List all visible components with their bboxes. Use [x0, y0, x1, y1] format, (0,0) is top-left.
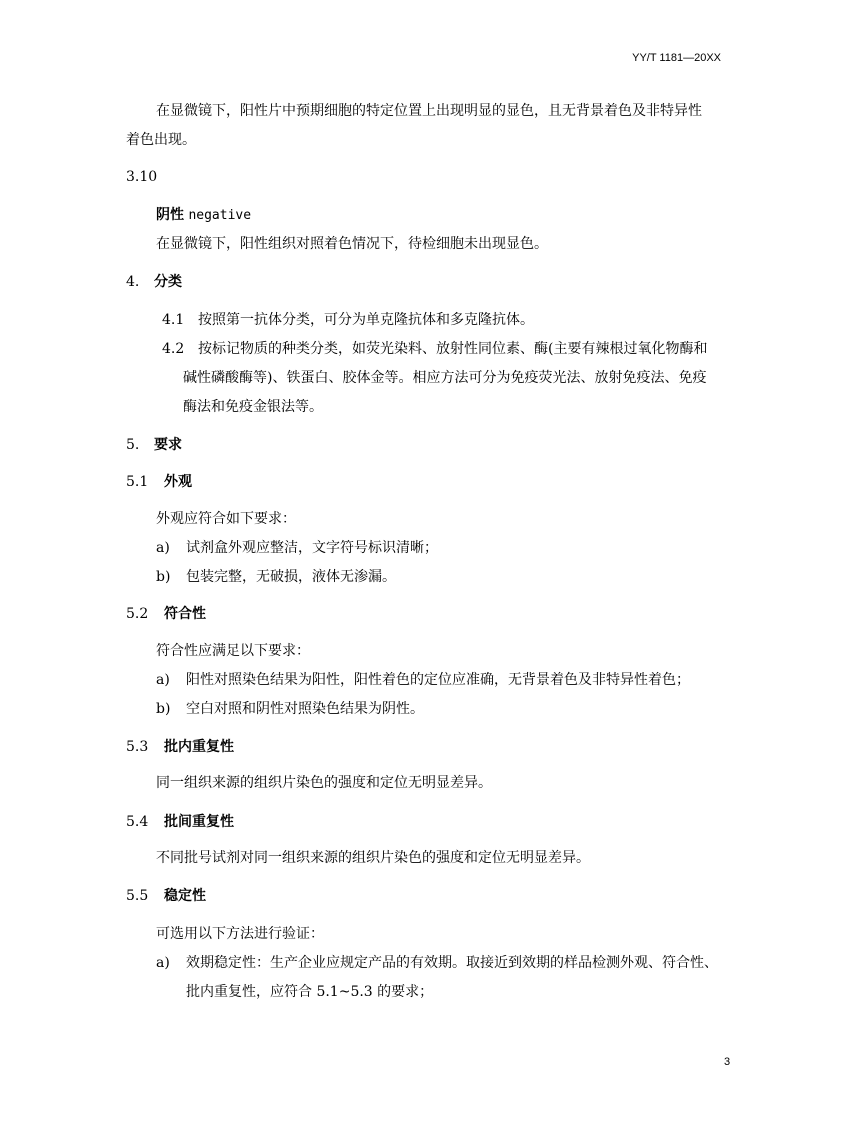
clause-3-10-definition: 在显微镜下，阳性组织对照着色情况下，待检细胞未出现显色。: [156, 236, 548, 252]
clause-4-2-line-3: 酶法和免疫金银法等。: [183, 399, 323, 415]
section-4-number: 4.: [126, 274, 140, 290]
intro-line-2: 着色出现。: [126, 132, 196, 148]
section-5-2-item-b: [156, 699, 424, 719]
section-5-title: 要求: [154, 437, 182, 453]
item-b-text: 包装完整，无破损，液体无渗漏。: [186, 569, 396, 585]
section-5-3-heading: [126, 737, 234, 757]
clause-4-2: [162, 339, 707, 359]
section-5-heading: [126, 435, 182, 455]
clause-4-1-number: 4.1: [162, 312, 185, 328]
section-5-number: 5.: [126, 437, 140, 453]
clause-3-10-term: [156, 205, 251, 226]
section-5-1-title: 外观: [164, 474, 192, 490]
section-5-2-heading: [126, 604, 206, 624]
page-number: 3: [724, 1056, 731, 1068]
intro-line-1: 在显微镜下，阳性片中预期细胞的特定位置上出现明显的显色，且无背景着色及非特异性: [156, 103, 702, 119]
section-5-2-number: 5.2: [126, 606, 149, 622]
section-5-4-heading: [126, 812, 234, 832]
section-5-5-number: 5.5: [126, 888, 149, 904]
section-5-1-heading: [126, 472, 192, 492]
section-5-1-item-b: [156, 567, 396, 587]
term-chinese: 阴性: [156, 207, 184, 223]
section-5-4-title: 批间重复性: [164, 814, 234, 830]
section-5-3-number: 5.3: [126, 739, 149, 755]
item-b-text: 空白对照和阴性对照染色结果为阴性。: [186, 701, 424, 717]
section-5-4-text: 不同批号试剂对同一组织来源的组织片染色的强度和定位无明显差异。: [156, 850, 590, 866]
section-5-3-text: 同一组织来源的组织片染色的强度和定位无明显差异。: [156, 775, 492, 791]
section-4-title: 分类: [154, 274, 182, 290]
section-4-heading: [126, 272, 182, 292]
item-a-mark: a): [156, 672, 170, 688]
item-a-text: 试剂盒外观应整洁，文字符号标识清晰；: [186, 540, 438, 556]
section-5-1-number: 5.1: [126, 474, 149, 490]
section-5-2-title: 符合性: [164, 606, 206, 622]
section-5-3-title: 批内重复性: [164, 739, 234, 755]
item-a-mark: a): [156, 540, 170, 556]
section-5-5-lead: 可选用以下方法进行验证：: [156, 926, 324, 942]
section-5-2-lead: 符合性应满足以下要求：: [156, 643, 310, 659]
clause-3-10-number: 3.10: [126, 169, 158, 185]
clause-4-2-number: 4.2: [162, 341, 185, 357]
item-b-mark: b): [156, 569, 171, 585]
item-a-text: 阳性对照染色结果为阳性，阳性着色的定位应准确，无背景着色及非特异性着色；: [186, 672, 690, 688]
clause-4-2-line-2: 碱性磷酸酶等)、铁蛋白、胶体金等。相应方法可分为免疫荧光法、放射免疫法、免疫: [183, 370, 707, 386]
clause-4-1: [162, 310, 534, 330]
term-english: negative: [188, 208, 252, 223]
header-doc-code: YY/T 1181—20XX: [632, 52, 721, 64]
section-5-5-item-a: [156, 953, 718, 973]
section-5-5-heading: [126, 886, 206, 906]
section-5-1-item-a: [156, 538, 438, 558]
item-a-mark: a): [156, 955, 170, 971]
section-5-4-number: 5.4: [126, 814, 149, 830]
item-a-line-1: 效期稳定性：生产企业应规定产品的有效期。取接近到效期的样品检测外观、符合性、: [186, 955, 718, 971]
item-b-mark: b): [156, 701, 171, 717]
clause-4-1-text: 按照第一抗体分类，可分为单克隆抗体和多克隆抗体。: [198, 312, 534, 328]
section-5-5-title: 稳定性: [164, 888, 206, 904]
section-5-1-lead: 外观应符合如下要求：: [156, 511, 296, 527]
section-5-2-item-a: [156, 670, 690, 690]
section-5-5-item-a-line-2: 批内重复性，应符合 5.1~5.3 的要求；: [186, 984, 434, 1000]
clause-4-2-line-1: 按标记物质的种类分类，如荧光染料、放射性同位素、酶(主要有辣根过氧化物酶和: [198, 341, 708, 357]
